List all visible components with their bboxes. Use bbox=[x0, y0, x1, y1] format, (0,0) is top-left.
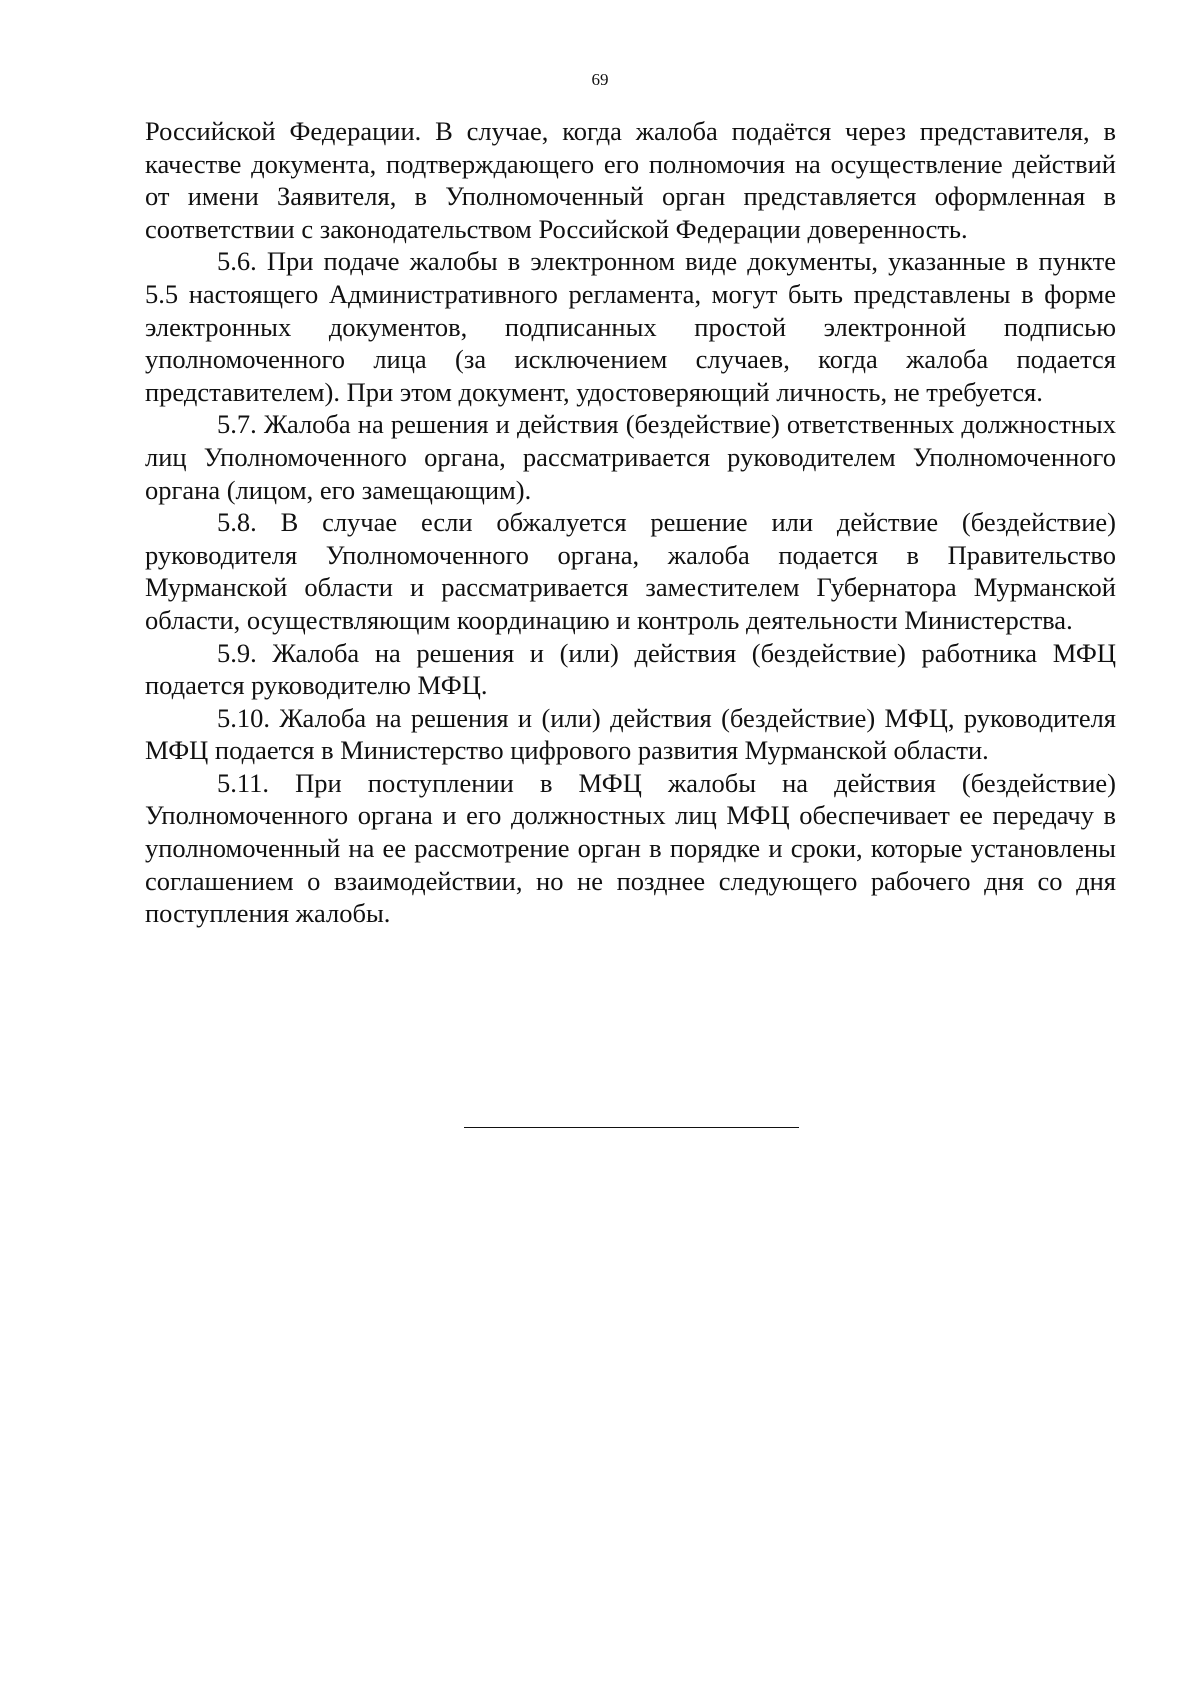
paragraph-5-10: 5.10. Жалоба на решения и (или) действия (бездействие) МФЦ, руководителя МФЦ подается в Министерство цифрового развития Мурманской области. bbox=[145, 702, 1116, 766]
paragraph-5-9: 5.9. Жалоба на решения и (или) действия (бездействие) работника МФЦ подается руководителю МФЦ. bbox=[145, 637, 1116, 701]
paragraph-5-6: 5.6. При подаче жалобы в электронном виде документы, указанные в пункте 5.5 настоящего Административного регламента, могут быть представлены в форме электронных документов, подписанных простой электронной подписью уполномоченного лица (за исключением случаев, когда жалоба подается представителем). При этом документ, удостоверяющий личность, не требуется. bbox=[145, 246, 1116, 407]
paragraph-5-8: 5.8. В случае если обжалуется решение или действие (бездействие) руководителя Уполномоченного органа, жалоба подается в Правительство Мурманской области и рассматривается заместителем Губернатора Мурманской области, осуществляющим координацию и контроль деятельности Министерства. bbox=[145, 507, 1116, 635]
document-body bbox=[145, 115, 1116, 930]
end-of-document-rule bbox=[464, 1127, 799, 1128]
paragraph-continuation: Российской Федерации. В случае, когда жалоба подаётся через представителя, в качестве документа, подтверждающего его полномочия на осуществление действий от имени Заявителя, в Уполномоченный орган представляется оформленная в соответствии с законодательством Российской Федерации доверенность. bbox=[145, 116, 1116, 244]
page-number: 69 bbox=[591, 70, 609, 89]
paragraph-5-7: 5.7. Жалоба на решения и действия (бездействие) ответственных должностных лиц Уполномоченного органа, рассматривается руководителем Уполномоченного органа (лицом, его замещающим). bbox=[145, 409, 1116, 505]
paragraph-5-11: 5.11. При поступлении в МФЦ жалобы на действия (бездействие) Уполномоченного органа и его должностных лиц МФЦ обеспечивает ее передачу в уполномоченный на ее рассмотрение орган в порядке и сроки, которые установлены соглашением о взаимодействии, но не позднее следующего рабочего дня со дня поступления жалобы. bbox=[145, 767, 1116, 929]
